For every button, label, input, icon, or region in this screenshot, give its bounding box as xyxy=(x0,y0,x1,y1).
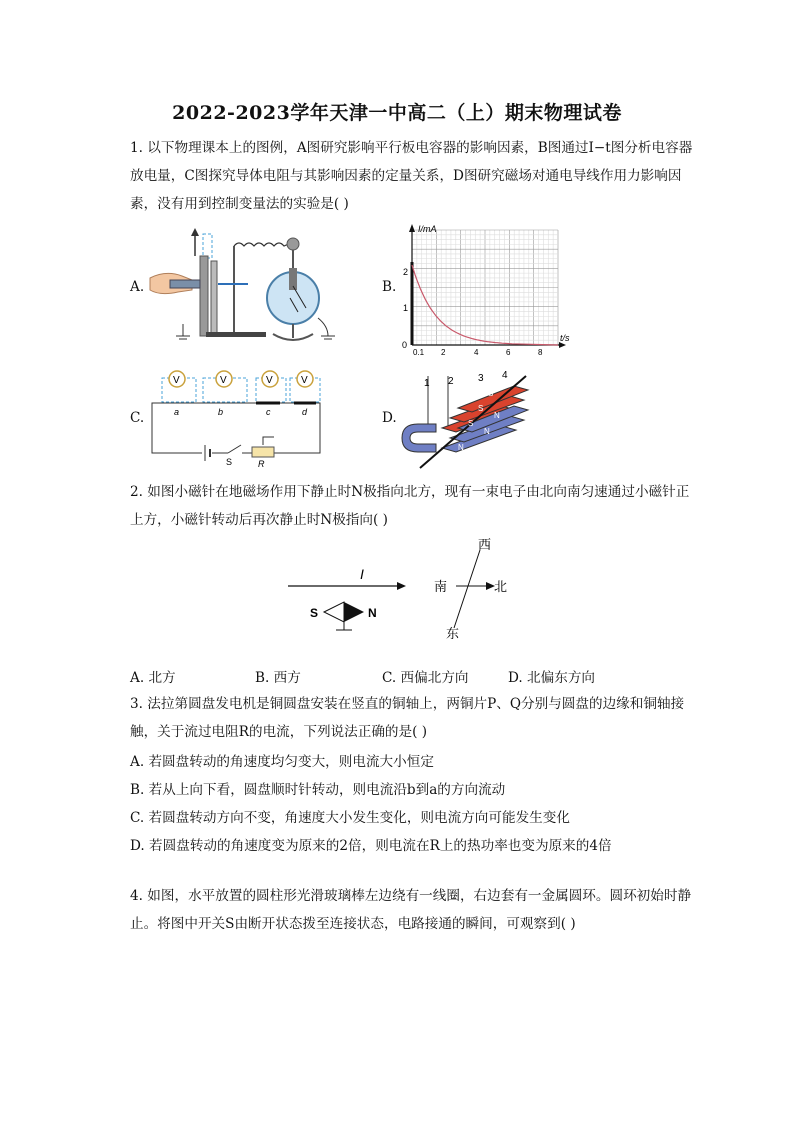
graph-grid xyxy=(412,230,558,345)
switch-label: S xyxy=(226,457,233,467)
q2-option-c[interactable]: C. 西偏北方向 xyxy=(382,670,469,686)
x-axis-label: t/s xyxy=(560,333,570,343)
figure-d-magnet-wire xyxy=(398,366,538,474)
wire-1: 1 xyxy=(424,378,430,389)
figure-a-capacitor-experiment xyxy=(148,226,348,356)
q1-label-b: B. xyxy=(382,279,397,295)
y-axis-arrow xyxy=(409,224,415,232)
needle-n-label: N xyxy=(368,606,377,620)
compass-west: 西 xyxy=(478,537,492,552)
needle-north xyxy=(344,602,364,622)
pole-s-1: S xyxy=(488,389,494,398)
figure-q2-needle-and-compass xyxy=(284,534,524,642)
needle-s-label: S xyxy=(310,606,319,620)
question-2-text: 2. 如图小磁针在地磁场作用下静止时N极指向北方，现有一束电子由北向南匀速通过小磁针正上方，小磁针转动后再次静止时N极指向( ) xyxy=(130,484,690,528)
x-tick-0-1: 0.1 xyxy=(413,348,425,357)
pole-n-3: N xyxy=(458,443,464,452)
q2-option-d[interactable]: D. 北偏东方向 xyxy=(508,670,596,686)
magnet-stack xyxy=(402,386,528,452)
q3-option-b[interactable]: B. 若从上向下看，圆盘顺时针转动，则电流沿b到a的方向流动 xyxy=(130,782,506,798)
wire-4: 4 xyxy=(502,370,508,381)
segment-d: d xyxy=(302,407,308,417)
question-3-text: 3. 法拉第圆盘发电机是铜圆盘安装在竖直的铜轴上，两铜片P、Q分别与圆盘的边缘和铜轴接触，关于流过电阻R的电流，下列说法正确的是( ) xyxy=(130,696,685,740)
current-label: I xyxy=(360,566,364,582)
compass-ew-axis xyxy=(454,550,480,628)
figure-b-it-graph xyxy=(398,220,568,360)
question-1-text: 1. 以下物理课本上的图例，A图研究影响平行板电容器的影响因素，B图通过I−t图分析电容器放电量，C图探究导体电阻与其影响因素的定量关系，D图研究磁场对通电导线作用力影响因素，没有用到控制变量法的实验是( ) xyxy=(130,140,693,212)
wire-3: 3 xyxy=(478,373,484,384)
meter-2-label: V xyxy=(220,375,227,386)
q2-option-a[interactable]: A. 北方 xyxy=(130,670,176,686)
q1-label-c: C. xyxy=(130,410,145,426)
question-4-text: 4. 如图，水平放置的圆柱形光滑玻璃棒左边绕有一线圈，右边套有一金属圆环。圆环初始时静止。将图中开关S由断开状态拨至连接状态，电路接通的瞬间，可观察到( ) xyxy=(130,888,692,932)
wire-2: 2 xyxy=(448,376,454,387)
q2-option-b[interactable]: B. 西方 xyxy=(255,670,301,686)
rheostat-label: R xyxy=(258,459,265,469)
pole-n-2: N xyxy=(484,427,490,436)
q1-label-d: D. xyxy=(382,410,397,426)
meter-1-label: V xyxy=(173,375,180,386)
figure-c-resistance-circuit xyxy=(148,365,348,470)
x-tick-8: 8 xyxy=(538,348,543,357)
segment-a: a xyxy=(174,407,180,417)
y-tick-0: 0 xyxy=(402,340,408,350)
q1-label-a: A. xyxy=(130,279,145,295)
meter-3-label: V xyxy=(266,375,273,386)
segment-c: c xyxy=(266,407,271,417)
compass-east: 东 xyxy=(446,626,460,641)
y-axis-label: I/mA xyxy=(418,224,437,234)
page-title: 2022-2023学年天津一中高二（上）期末物理试卷 xyxy=(172,102,622,124)
pole-s-3: S xyxy=(468,419,474,428)
q3-option-d[interactable]: D. 若圆盘转动的角速度变为原来的2倍，则电流在R上的热功率也变为原来的4倍 xyxy=(130,838,612,854)
q3-option-a[interactable]: A. 若圆盘转动的角速度均匀变大，则电流大小恒定 xyxy=(130,754,434,770)
pole-n-1: N xyxy=(494,411,500,420)
x-tick-6: 6 xyxy=(506,348,511,357)
y-tick-2: 2 xyxy=(403,267,409,277)
compass-south: 南 xyxy=(434,579,448,594)
y-tick-1: 1 xyxy=(403,303,409,313)
needle-south xyxy=(324,602,344,622)
q3-option-c[interactable]: C. 若圆盘转动方向不变，角速度大小发生变化，则电流方向可能发生变化 xyxy=(130,810,570,826)
meter-4-label: V xyxy=(301,375,308,386)
segment-b: b xyxy=(218,407,224,417)
x-tick-2: 2 xyxy=(441,348,446,357)
pole-s-2: S xyxy=(478,404,484,413)
compass-north: 北 xyxy=(494,579,508,594)
x-tick-4: 4 xyxy=(474,348,479,357)
beam-arrow xyxy=(397,582,406,590)
